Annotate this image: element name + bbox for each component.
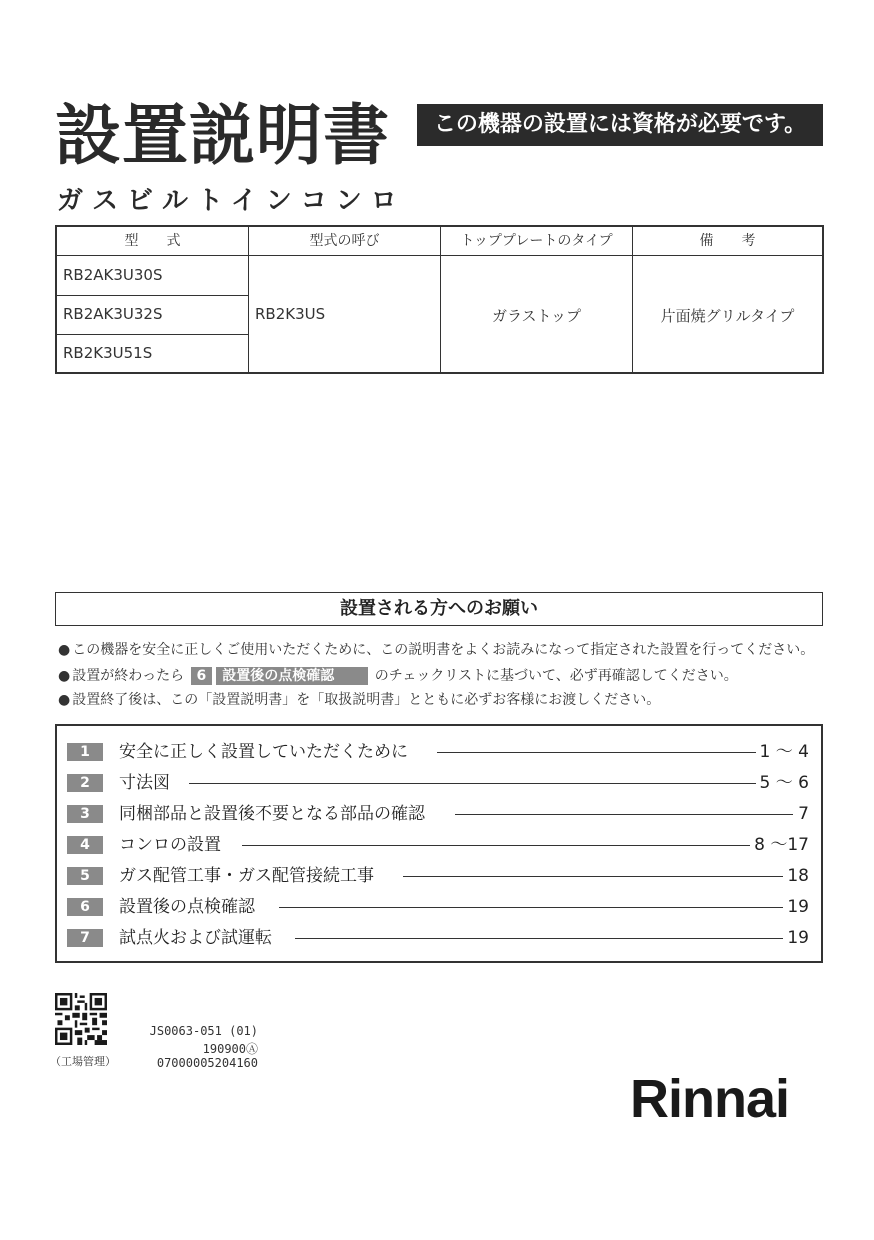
toc-label: 安全に正しく設置していただくために bbox=[119, 740, 418, 764]
document-title: 設置説明書 bbox=[55, 97, 390, 174]
toc-pages: 7 bbox=[794, 802, 809, 826]
header-top-plate-type: トッププレートのタイプ bbox=[460, 233, 613, 249]
model-cell: RB2K3U51S bbox=[63, 344, 153, 362]
rinnai-logo: Rinnai bbox=[630, 1069, 790, 1129]
note-text: 設置が終わったら bbox=[72, 668, 185, 684]
toc-pages: 19 bbox=[783, 895, 809, 919]
toc-label: コンロの設置 bbox=[119, 833, 231, 857]
note-line bbox=[58, 666, 738, 686]
section-number-badge: 6 bbox=[191, 667, 213, 685]
toc-pages: 1 ～ 4 bbox=[756, 740, 809, 764]
top-plate-type-cell: ガラストップ bbox=[491, 307, 582, 325]
product-subtitle: ガスビルトインコンロ bbox=[57, 186, 406, 216]
note-text: のチェックリストに基づいて、必ず再確認してください。 bbox=[374, 668, 738, 684]
toc-leader-line bbox=[455, 814, 793, 815]
bullet: ● bbox=[58, 642, 71, 658]
table-divider bbox=[57, 334, 248, 335]
note-text: 設置終了後は、この「設置説明書」を「取扱説明書」とともに必ずお客様にお渡しください。 bbox=[72, 692, 661, 708]
header-model-designation: 型式の呼び bbox=[309, 233, 380, 249]
note-line bbox=[58, 690, 660, 710]
toc-leader-line bbox=[403, 876, 787, 877]
remarks-cell: 片面焼グリルタイプ bbox=[660, 307, 795, 325]
header-model: 型 式 bbox=[124, 233, 181, 249]
toc-pages: 5 ～ 6 bbox=[756, 771, 809, 795]
installer-request-heading-box bbox=[55, 592, 823, 626]
toc-entry[interactable] bbox=[67, 895, 811, 919]
section-title-badge: 設置後の点検確認 bbox=[216, 667, 368, 685]
note-line bbox=[58, 640, 814, 660]
document-number: JS0063-051 (01) bbox=[149, 1024, 258, 1038]
toc-entry[interactable] bbox=[67, 864, 811, 888]
toc-leader-line bbox=[437, 752, 761, 753]
model-cell: RB2AK3U30S bbox=[63, 266, 163, 284]
toc-entry[interactable] bbox=[67, 926, 811, 950]
header-remarks: 備 考 bbox=[699, 233, 756, 249]
toc-leader-line bbox=[279, 907, 787, 908]
model-table bbox=[55, 225, 824, 374]
toc-pages: 8 ～17 bbox=[750, 833, 809, 857]
toc-number: 6 bbox=[67, 898, 103, 916]
license-required-banner: この機器の設置には資格が必要です。 bbox=[417, 104, 823, 146]
table-divider bbox=[57, 295, 248, 296]
installer-request-title: 設置される方へのお願い bbox=[340, 598, 538, 619]
toc-number: 5 bbox=[67, 867, 103, 885]
toc-pages: 18 bbox=[783, 864, 809, 888]
note-text: この機器を安全に正しくご使用いただくために、この説明書をよくお読みになって指定された設置を行ってください。 bbox=[72, 642, 815, 658]
serial-number: 07000005204160 bbox=[156, 1056, 258, 1070]
bullet: ● bbox=[58, 668, 71, 684]
date-code: 190900Ⓐ bbox=[202, 1042, 258, 1056]
toc-leader-line bbox=[189, 783, 761, 784]
table-divider bbox=[57, 255, 822, 256]
toc-number: 4 bbox=[67, 836, 103, 854]
bullet: ● bbox=[58, 692, 71, 708]
table-of-contents bbox=[55, 724, 823, 963]
qr-caption: （工場管理） bbox=[50, 1055, 116, 1068]
toc-leader-line bbox=[242, 845, 761, 846]
toc-entry[interactable] bbox=[67, 740, 811, 764]
toc-label: 同梱部品と設置後不要となる部品の確認 bbox=[119, 802, 435, 826]
toc-entry[interactable] bbox=[67, 833, 811, 857]
model-designation-cell: RB2K3US bbox=[255, 305, 326, 323]
model-cell: RB2AK3U32S bbox=[63, 305, 163, 323]
toc-label: 試点火および試運転 bbox=[119, 926, 282, 950]
toc-number: 7 bbox=[67, 929, 103, 947]
toc-entry[interactable] bbox=[67, 771, 811, 795]
toc-pages: 19 bbox=[783, 926, 809, 950]
toc-label: ガス配管工事・ガス配管接続工事 bbox=[119, 864, 384, 888]
toc-number: 2 bbox=[67, 774, 103, 792]
toc-label: 寸法図 bbox=[119, 771, 180, 795]
toc-number: 1 bbox=[67, 743, 103, 761]
toc-leader-line bbox=[295, 938, 787, 939]
toc-entry[interactable] bbox=[67, 802, 811, 826]
qr-code-icon bbox=[55, 993, 107, 1045]
toc-number: 3 bbox=[67, 805, 103, 823]
toc-label: 設置後の点検確認 bbox=[119, 895, 265, 919]
